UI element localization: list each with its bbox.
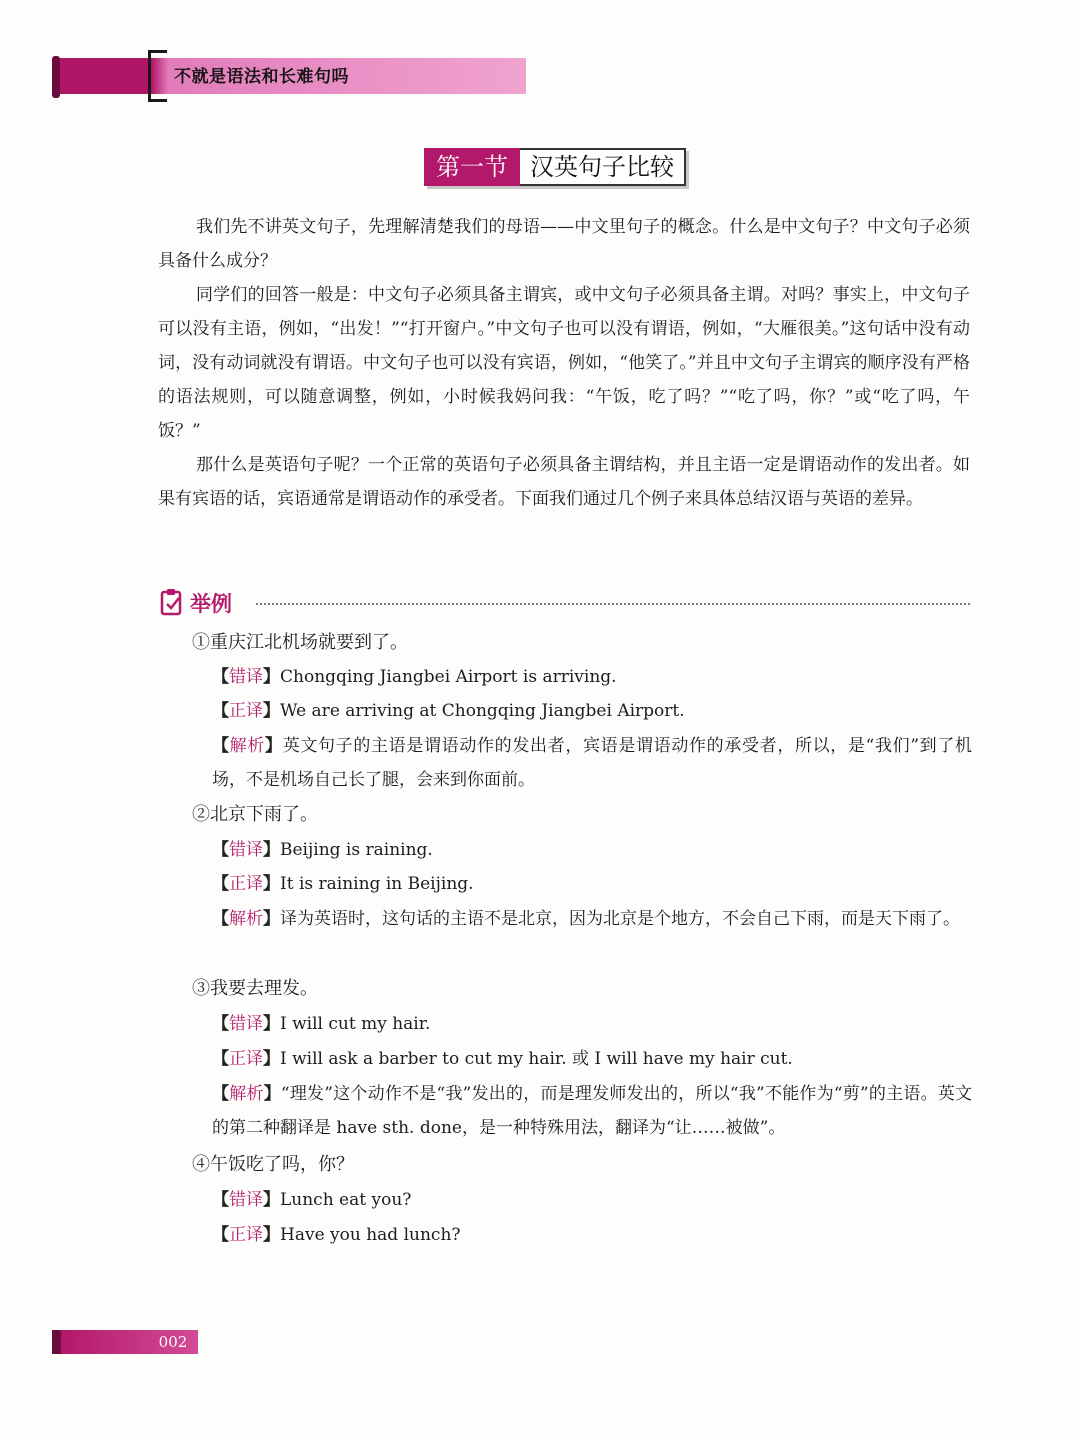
- example-1-sentence: ①重庆江北机场就要到了。: [192, 632, 408, 653]
- example-4-right: 【正译】Have you had lunch?: [212, 1225, 461, 1245]
- example-3-right: 【正译】I will ask a barber to cut my hair. 或 I will have my hair cut.: [212, 1049, 793, 1069]
- wrong-tag: 【错译】: [212, 1014, 280, 1034]
- example-divider: [256, 603, 970, 605]
- example-4-wrong: 【错译】Lunch eat you?: [212, 1190, 412, 1210]
- right-tag: 【正译】: [212, 874, 280, 894]
- example-1-wrong: 【错译】Chongqing Jiangbei Airport is arriving.: [212, 667, 617, 687]
- example-3-wrong: 【错译】I will cut my hair.: [212, 1014, 431, 1034]
- example-2-sentence: ②北京下雨了。: [192, 804, 318, 825]
- example-2-analysis: 【解析】译为英语时，这句话的主语不是北京，因为北京是个地方，不会自己下雨，而是天下雨了。: [212, 909, 960, 929]
- wrong-tag: 【错译】: [212, 840, 280, 860]
- right-tag: 【正译】: [212, 1049, 280, 1069]
- paragraph-2: 同学们的回答一般是：中文句子必须具备主谓宾，或中文句子必须具备主谓。对吗？事实上，中文句子可以没有主语，例如，“出发！”“打开窗户。”中文句子也可以没有谓语，例如，“大雁很美。”这句话中没有动词，没有动词就没有谓语。中文句子也可以没有宾语，例如，“他笑了。”并且中文句子主谓宾的顺序没有严格的语法规则，可以随意调整，例如，小时候我妈问我：“午饭，吃了吗？”“吃了吗，你？”或“吃了吗，午饭？”: [158, 285, 970, 441]
- header-bracket: [148, 50, 167, 102]
- wrong-tag: 【错译】: [212, 667, 280, 687]
- example-1-right: 【正译】We are arriving at Chongqing Jiangbei Airport.: [212, 701, 685, 721]
- analysis-tag: 【解析】: [212, 736, 283, 756]
- analysis-tag: 【解析】: [212, 909, 280, 929]
- page-number: 002: [158, 1333, 188, 1351]
- analysis-tag: 【解析】: [212, 1084, 281, 1104]
- example-4-sentence: ④午饭吃了吗，你？: [192, 1154, 354, 1175]
- example-2-right: 【正译】It is raining in Beijing.: [212, 874, 474, 894]
- paragraph-1: 我们先不讲英文句子，先理解清楚我们的母语——中文里句子的概念。什么是中文句子？中文句子必须具备什么成分？: [158, 217, 970, 271]
- example-1-analysis: 【解析】英文句子的主语是谓语动作的发出者，宾语是谓语动作的承受者，所以，是“我们”到了机场，不是机场自己长了腿，会来到你面前。: [212, 736, 973, 790]
- example-3-analysis: 【解析】“理发”这个动作不是“我”发出的，而是理发师发出的，所以“我”不能作为“剪”的主语。英文的第二种翻译是 have sth. done，是一种特殊用法，翻译为“让……被做”。: [212, 1084, 973, 1138]
- section-number: 第一节: [424, 148, 520, 186]
- example-label: 举例: [190, 592, 232, 616]
- right-tag: 【正译】: [212, 1225, 280, 1245]
- section-title: [424, 148, 686, 186]
- example-2-wrong: 【错译】Beijing is raining.: [212, 840, 433, 860]
- clipboard-icon: [160, 588, 184, 616]
- section-name: 汉英句子比较: [520, 148, 686, 186]
- paragraph-3: 那什么是英语句子呢？一个正常的英语句子必须具备主谓结构，并且主语一定是谓语动作的发出者。如果有宾语的话，宾语通常是谓语动作的承受者。下面我们通过几个例子来具体总结汉语与英语的差异。: [158, 455, 970, 509]
- example-3-sentence: ③我要去理发。: [192, 978, 318, 999]
- header-band-cap: [52, 56, 60, 98]
- header-title: 不就是语法和长难句吗: [174, 67, 349, 87]
- wrong-tag: 【错译】: [212, 1190, 280, 1210]
- right-tag: 【正译】: [212, 701, 280, 721]
